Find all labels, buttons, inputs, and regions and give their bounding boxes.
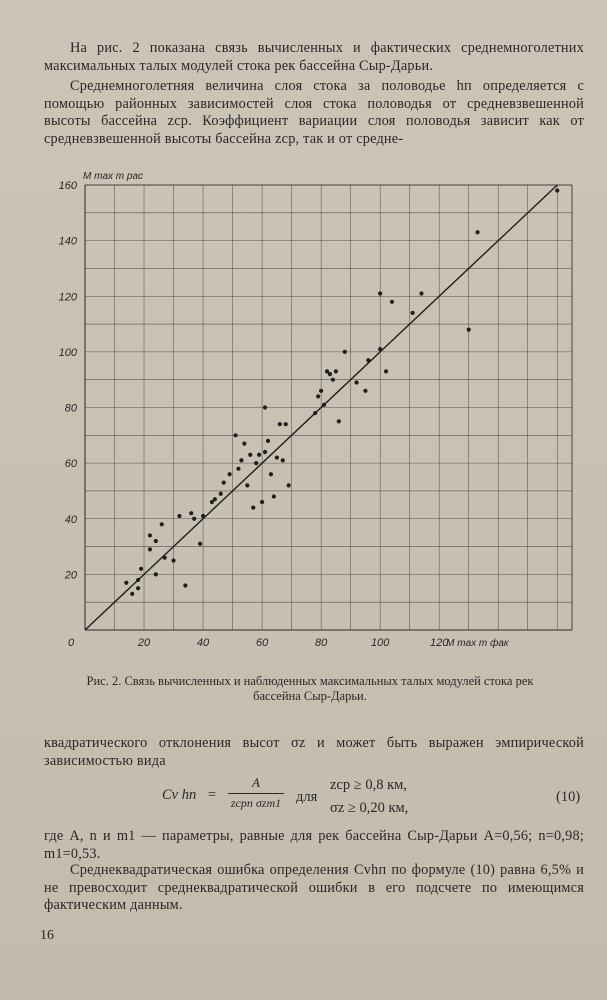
- x-tick-label: 20: [137, 637, 151, 649]
- data-point: [198, 542, 202, 546]
- data-point: [337, 419, 341, 423]
- data-point: [334, 369, 338, 373]
- data-point: [384, 369, 388, 373]
- formula-for-word: для: [296, 789, 318, 805]
- data-point: [171, 558, 175, 562]
- data-point: [322, 403, 326, 407]
- data-point: [236, 467, 240, 471]
- formula-denominator: zсрn σzm1: [230, 796, 282, 810]
- data-point: [201, 514, 205, 518]
- data-point: [239, 458, 243, 462]
- y-tick-label: 140: [58, 235, 77, 248]
- paragraph-parameters: где A, n и m1 — параметры, равные для рек бассейна Сыр-Дарьи A=0,56; n=0,98; m1=0,53.: [44, 828, 584, 862]
- data-point: [251, 506, 255, 510]
- data-point: [248, 453, 252, 457]
- x-tick-label: 100: [370, 637, 390, 649]
- data-point: [148, 547, 152, 551]
- data-point: [189, 511, 193, 515]
- formula-10: [0, 775, 607, 825]
- data-point: [183, 583, 187, 587]
- data-point: [233, 433, 237, 437]
- data-point: [263, 405, 267, 409]
- data-point: [281, 458, 285, 462]
- data-point: [148, 533, 152, 537]
- y-tick-label: 160: [58, 180, 77, 192]
- data-point: [177, 514, 181, 518]
- data-point: [555, 188, 559, 192]
- data-point: [331, 378, 335, 382]
- data-point: [213, 497, 217, 501]
- data-point: [343, 350, 347, 354]
- x-axis-label: M max т фак: [446, 638, 509, 649]
- paragraph-deviation: квадратического отклонения высот σz и может быть выражен эмпирической зависимостью вида: [44, 735, 584, 769]
- y-tick-label: 40: [64, 513, 77, 526]
- data-point: [269, 472, 273, 476]
- data-point: [154, 572, 158, 576]
- formula-lhs: Cv hп: [162, 787, 197, 803]
- data-point: [154, 539, 158, 543]
- x-tick-label: 60: [255, 637, 269, 649]
- y-tick-label: 100: [58, 346, 77, 359]
- data-point: [419, 291, 423, 295]
- data-point: [319, 389, 323, 393]
- paragraph-error: Среднеквадратическая ошибка определения Cvhп по формуле (10) равна 6,5% и не превосходит среднеквадратической ошибки в его подсчете по имеющимся фактическим данным.: [44, 862, 584, 913]
- paragraph-runoff: Среднемноголетняя величина слоя стока за половодье hп определяется с помощью районных зависимостей слоя стока половодья от средневзвешенной высоты бассейна zср. Коэффициент вариации слоя половодья зависит как от средневзвешенной высоты бассейна zср, так и от средне-: [44, 78, 584, 147]
- data-point: [378, 291, 382, 295]
- data-point: [378, 347, 382, 351]
- y-tick-label: 60: [64, 458, 77, 471]
- data-point: [278, 422, 282, 426]
- data-point: [284, 422, 288, 426]
- y-tick-label: 20: [64, 569, 77, 582]
- data-point: [467, 328, 471, 332]
- data-point: [242, 442, 246, 446]
- data-point: [390, 300, 394, 304]
- data-point: [263, 450, 267, 454]
- data-point: [275, 455, 279, 459]
- scatter-chart: [40, 165, 580, 665]
- data-point: [287, 483, 291, 487]
- formula-number: (10): [556, 789, 581, 805]
- data-point: [130, 592, 134, 596]
- formula-equals: =: [208, 787, 217, 803]
- data-point: [219, 492, 223, 496]
- data-point: [272, 494, 276, 498]
- data-point: [254, 461, 258, 465]
- data-point: [313, 411, 317, 415]
- page-number: 16: [40, 928, 54, 943]
- data-point: [245, 483, 249, 487]
- paragraph-intro: На рис. 2 показана связь вычисленных и фактических среднемноголетних максимальных талых модулей стока рек бассейна Сыр-Дарьи.: [44, 40, 584, 74]
- formula-condition-2: σz ≥ 0,20 км,: [330, 800, 409, 816]
- data-point: [328, 372, 332, 376]
- x-tick-label: 40: [196, 637, 210, 649]
- data-point: [316, 394, 320, 398]
- data-point: [266, 439, 270, 443]
- y-axis-label: M max т рас: [83, 171, 144, 182]
- data-point: [160, 522, 164, 526]
- data-point: [228, 472, 232, 476]
- formula-condition-1: zср ≥ 0,8 км,: [330, 777, 407, 793]
- x-tick-label: 120: [430, 637, 449, 649]
- data-point: [257, 453, 261, 457]
- figure-caption: Рис. 2. Связь вычисленных и наблюденных максимальных талых модулей стока рек бассейна Сыр-Дарьи.: [86, 674, 534, 703]
- data-point: [354, 380, 358, 384]
- origin-label: 0: [67, 637, 75, 649]
- data-point: [411, 311, 415, 315]
- formula-fraction: [228, 775, 284, 811]
- data-point: [363, 389, 367, 393]
- data-point: [222, 480, 226, 484]
- x-tick-label: 80: [314, 637, 328, 649]
- formula-numerator: A: [228, 775, 284, 794]
- data-point: [192, 517, 196, 521]
- y-tick-label: 80: [64, 402, 77, 415]
- data-point: [366, 358, 370, 362]
- data-point: [124, 581, 128, 585]
- y-tick-label: 120: [58, 291, 77, 304]
- data-point: [136, 586, 140, 590]
- data-point: [136, 578, 140, 582]
- data-point: [260, 500, 264, 504]
- data-point: [139, 567, 143, 571]
- data-point: [163, 556, 167, 560]
- data-point: [475, 230, 479, 234]
